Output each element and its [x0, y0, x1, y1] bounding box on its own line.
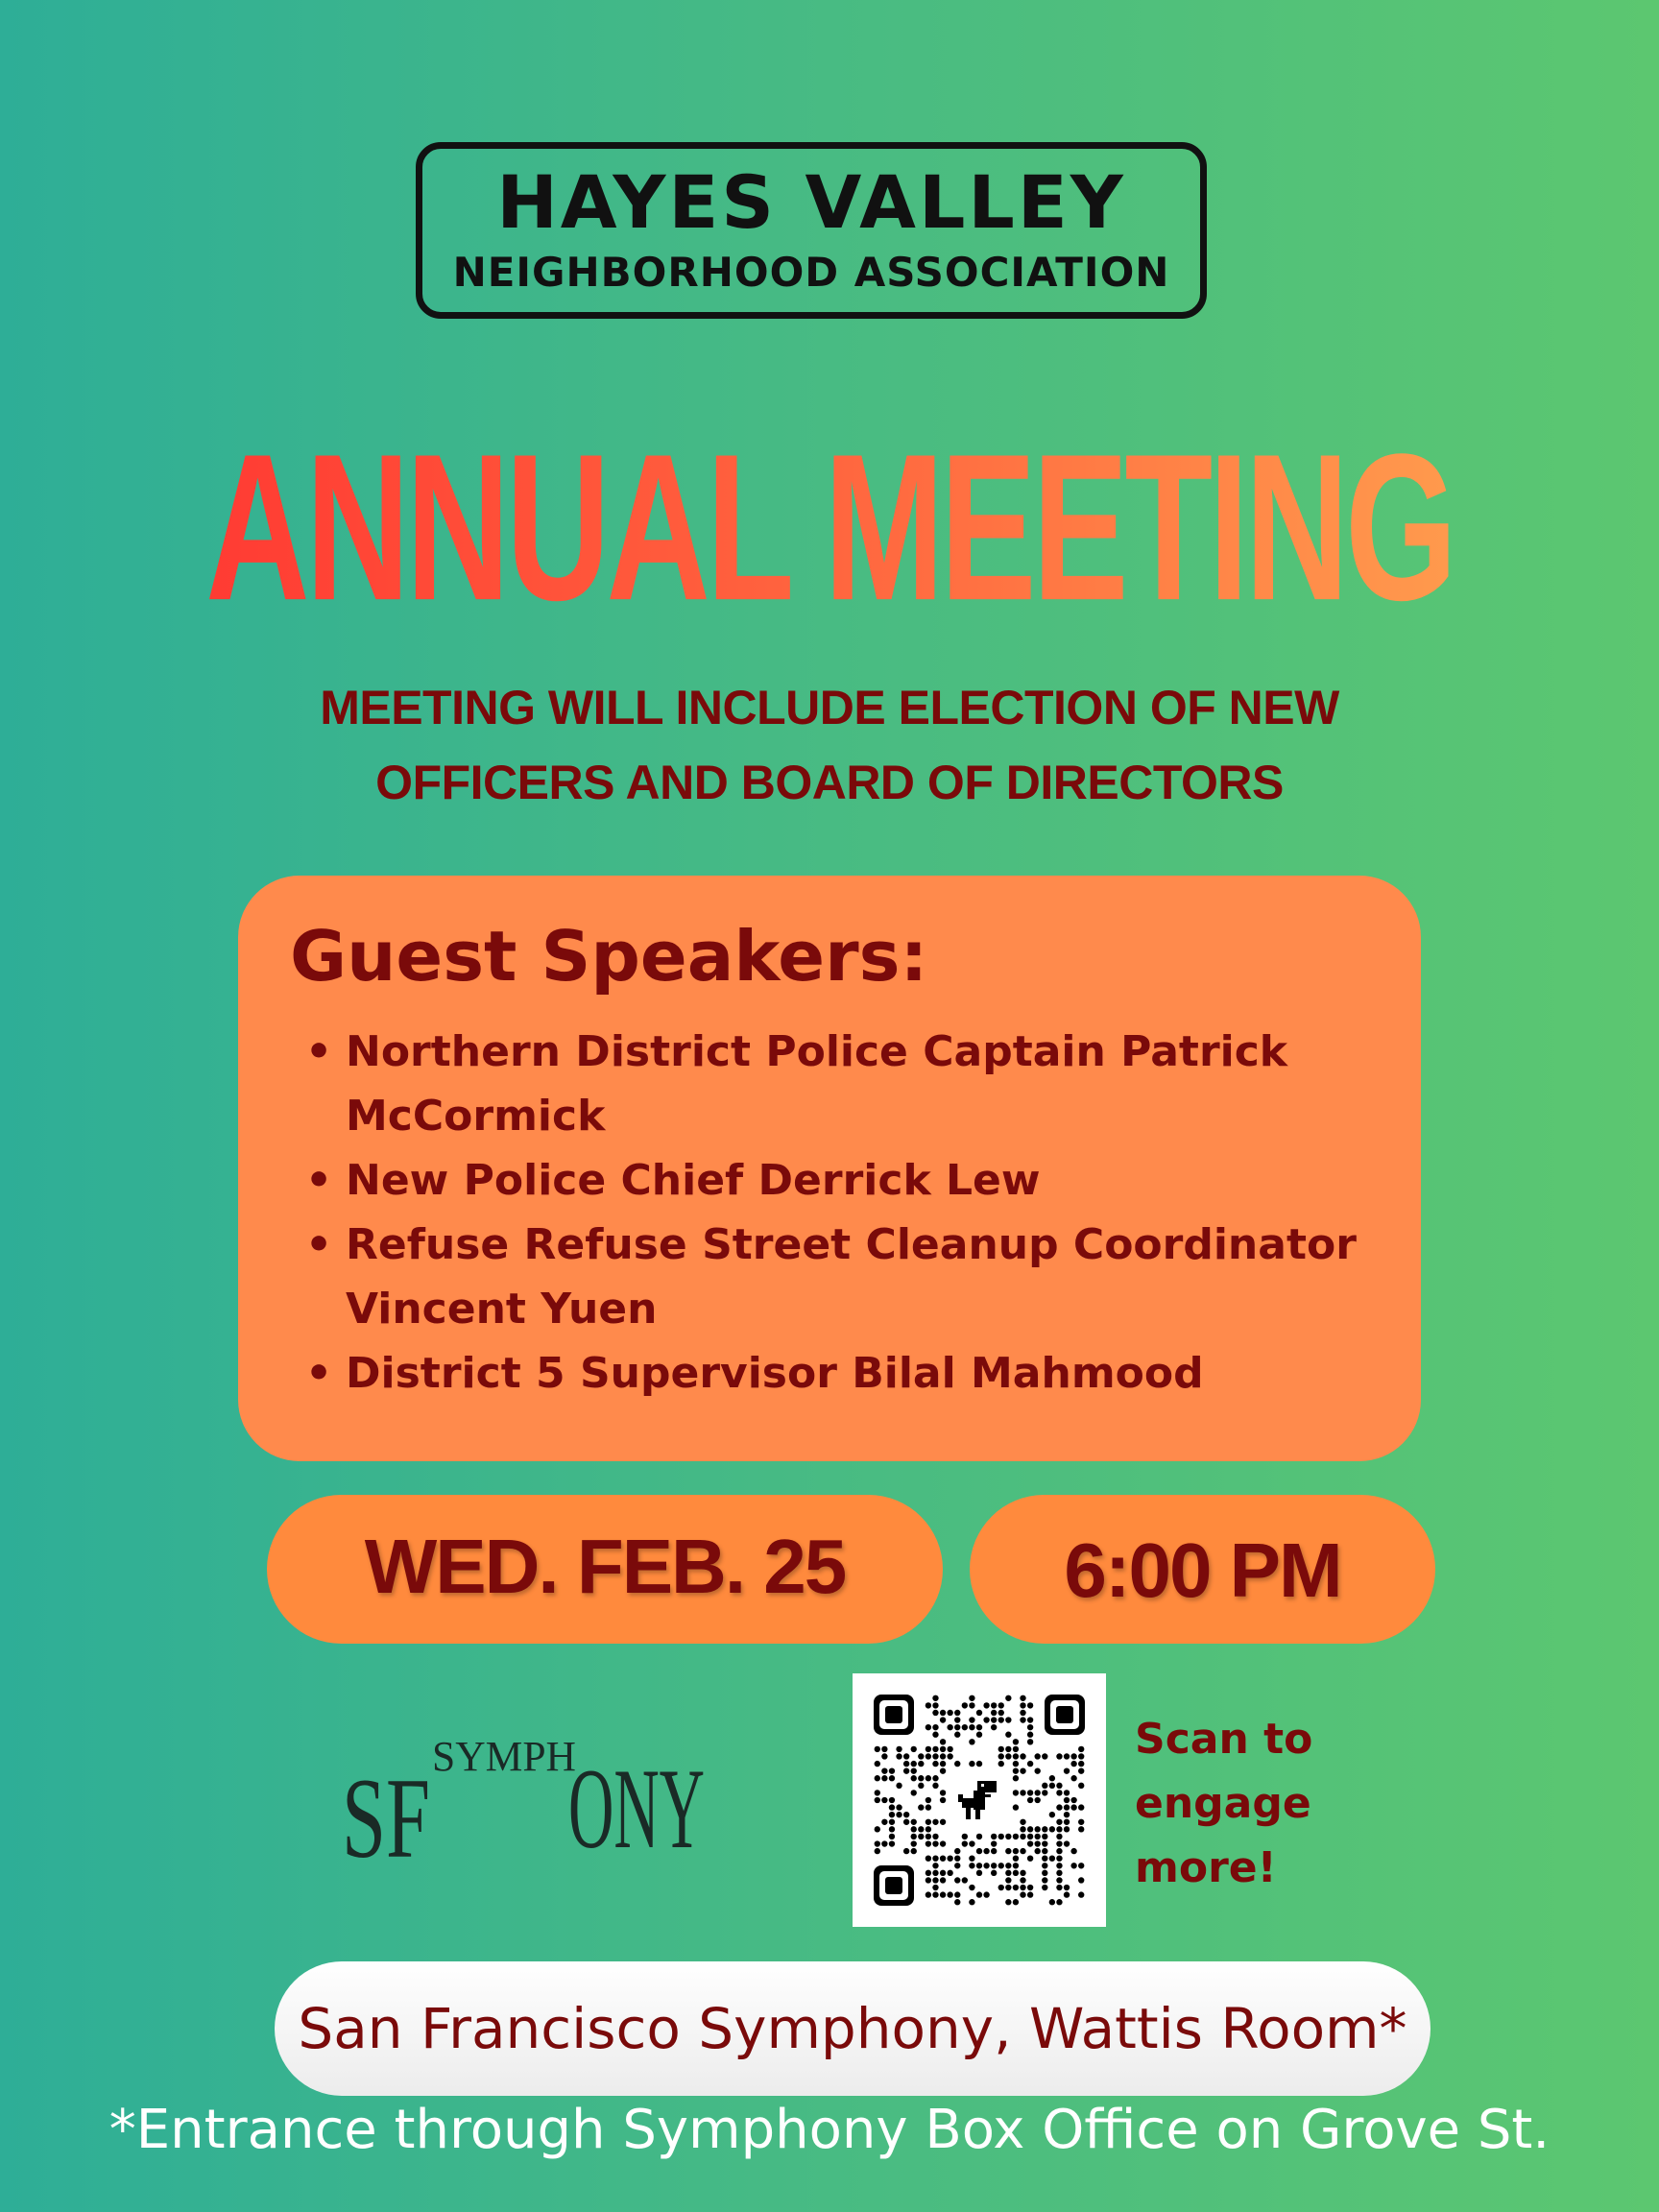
speaker-item: • Refuse Refuse Street Cleanup Coordinator Vincent Yuen — [346, 1213, 1411, 1341]
logo-subname: NEIGHBORHOOD ASSOCIATION — [452, 249, 1170, 296]
time-badge: 6:00 PM — [970, 1495, 1435, 1644]
page-title — [0, 409, 1659, 644]
page-title-text: ANNUAL MEETING — [205, 409, 1454, 644]
guest-speakers-card — [238, 876, 1421, 1461]
speaker-item: • Northern District Police Captain Patrick McCormick — [346, 1020, 1411, 1148]
logo-text-sf: SF — [342, 1754, 430, 1882]
meeting-subtitle — [192, 670, 1467, 820]
date-badge: WED. FEB. 25 — [267, 1495, 943, 1644]
guest-speakers-list — [305, 1020, 1411, 1406]
speaker-item: • New Police Chief Derrick Lew — [346, 1148, 1411, 1213]
qr-code-pattern — [874, 1695, 1085, 1906]
entrance-note: *Entrance through Symphony Box Office on Grove St. — [108, 2099, 1551, 2161]
sf-symphony-logo — [342, 1724, 707, 1882]
guest-speakers-heading: Guest Speakers: — [290, 916, 928, 997]
venue-badge: San Francisco Symphony, Wattis Room* — [275, 1961, 1431, 2096]
speaker-item: • District 5 Supervisor Bilal Mahmood — [346, 1341, 1411, 1406]
association-logo — [416, 142, 1207, 319]
logo-text-ony: ONY — [568, 1744, 705, 1872]
sf-symphony-logo-art — [342, 1724, 707, 1882]
qr-code[interactable] — [853, 1673, 1106, 1927]
qr-caption: Scan to engage more! — [1135, 1715, 1313, 1892]
logo-name: HAYES VALLEY — [496, 159, 1126, 245]
subtitle-line-2: OFFICERS AND BOARD OF DIRECTORS — [375, 756, 1284, 809]
subtitle-line-1: MEETING WILL INCLUDE ELECTION OF NEW — [320, 681, 1339, 734]
logo-text-symph: SYMPH — [432, 1733, 576, 1780]
